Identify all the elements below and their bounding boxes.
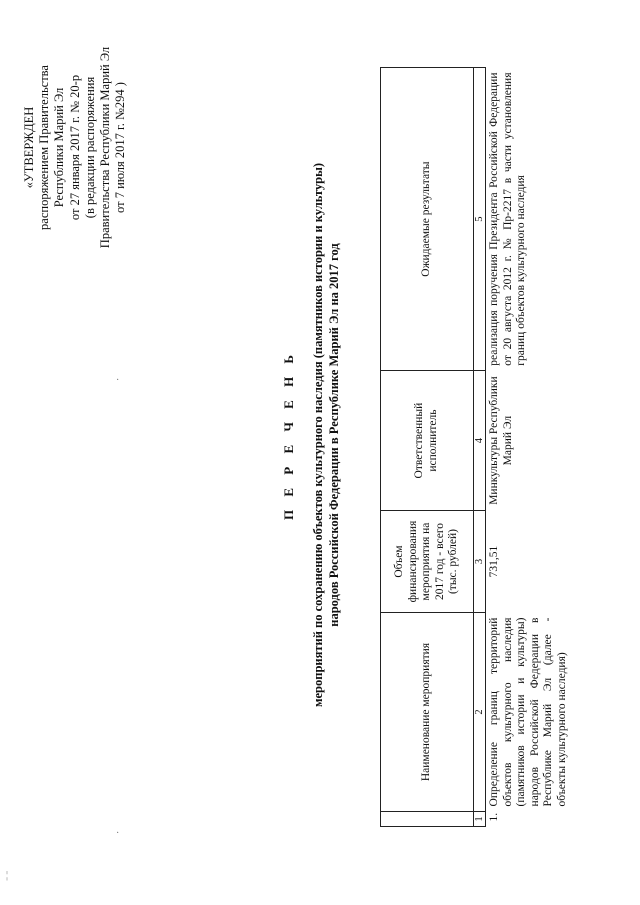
column-number-row bbox=[474, 68, 486, 827]
column-number: 3 bbox=[474, 510, 486, 612]
header-cell-number bbox=[381, 811, 474, 826]
document-subtitle-line-1: мероприятий по сохранению объектов культурного наследия (памятников истории и культуры) bbox=[311, 163, 325, 707]
row-amount: 731,51 bbox=[488, 545, 500, 578]
approval-line: Правительства Республики Марий Эл bbox=[98, 46, 113, 249]
approval-line: Республики Марий Эл bbox=[52, 87, 67, 208]
approval-line: (в редакции распоряжения bbox=[82, 76, 97, 219]
header-cell-amount: Объем финансирования мероприятия на 2017 год - всего (тыс. рублей) bbox=[381, 510, 474, 612]
header-cell-name: Наименование мероприятия bbox=[381, 613, 474, 812]
approval-line: распоряжением Правительства bbox=[37, 65, 52, 230]
approval-line: от 27 января 2017 г. № 20-р bbox=[67, 74, 82, 221]
row-measure-name: Определение границ территорий объектов культурного наследия (памятников истории и культуры) народов Российской Федерации в Республике Марий Эл (далее - объекты культурного наследия) bbox=[488, 617, 568, 807]
measures-table bbox=[380, 67, 598, 827]
column-number: 4 bbox=[474, 371, 486, 511]
column-number: 5 bbox=[474, 68, 486, 371]
row-executor: Минкультуры Республики Марий Эл bbox=[488, 376, 514, 505]
row-number: 1. bbox=[488, 812, 500, 822]
column-number: 1 bbox=[474, 811, 486, 826]
scan-mark: ¦ bbox=[6, 870, 9, 881]
header-cell-result: Ожидаемые результаты bbox=[381, 68, 474, 371]
approval-line: «УТВЕРЖДЕН bbox=[22, 106, 36, 189]
table-header-row bbox=[381, 68, 474, 827]
table-row bbox=[486, 68, 599, 827]
scan-mark: · bbox=[116, 828, 120, 839]
approval-stamp bbox=[22, 30, 128, 265]
document-subtitle-line-2: народов Российской Федерации в Республике Марий Эл на 2017 год bbox=[327, 243, 341, 627]
scan-mark: · bbox=[116, 375, 120, 386]
document-title: П Е Р Е Ч Е Н Ь bbox=[281, 349, 296, 521]
approval-line: от 7 июля 2017 г. №294 ) bbox=[113, 82, 128, 213]
column-number: 2 bbox=[474, 613, 486, 812]
row-expected-result: реализация поручения Президента Российской Федерации от 20 августа 2012 г. № Пр-2217 в части установления границ объектов культурного наследия bbox=[488, 72, 528, 366]
header-cell-executor: Ответственный исполнитель bbox=[381, 371, 474, 511]
